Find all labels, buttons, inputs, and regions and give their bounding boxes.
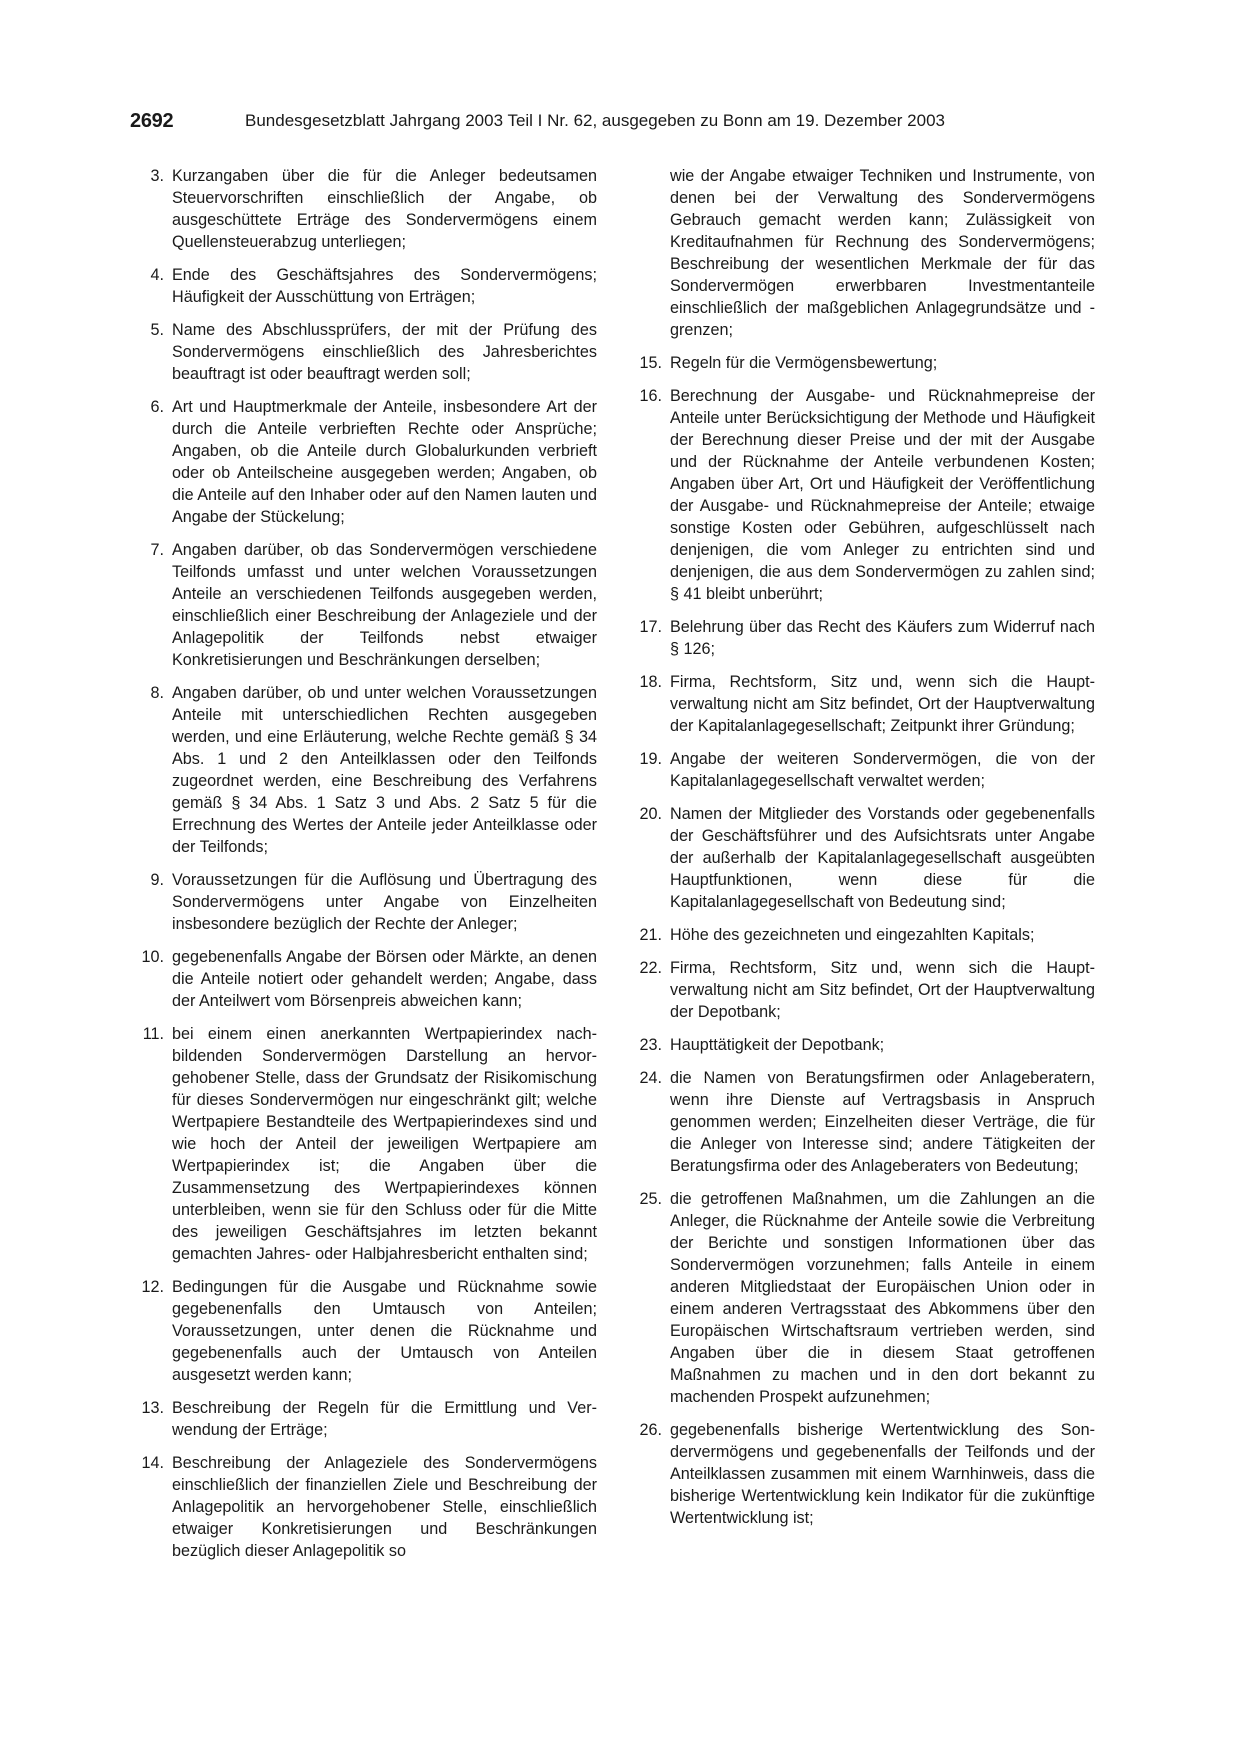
item-number: 25. — [639, 1190, 662, 1208]
item-number: 10. — [141, 948, 164, 966]
list-item — [630, 748, 1095, 792]
list-item — [630, 671, 1095, 737]
right-column — [630, 165, 1095, 1540]
item-text: gegebenenfalls bisherige Wertentwicklung des Sondervermögens und gegebenenfalls der Teilfonds und der Anteilklassen zusammen mit einem Warnhinweis, dass die bisherige Wertentwicklung kein Indikator für die zukünftige Wertentwicklung ist; — [670, 1421, 1095, 1527]
item-text: Angabe der weiteren Sondervermögen, die von der Kapitalanlagegesellschaft verwaltet werden; — [670, 750, 1095, 790]
item-number: 11. — [142, 1025, 164, 1043]
page-header — [130, 110, 1120, 140]
gazette-header-title: Bundesgesetzblatt Jahrgang 2003 Teil I Nr. 62, ausgegeben zu Bonn am 19. Dezember 2003 — [245, 111, 945, 130]
item-number: 26. — [639, 1421, 662, 1439]
item-text: Angaben darüber, ob und unter welchen Voraussetzungen Anteile mit unterschiedlichen Rechten ausgegeben werden, und eine Erläuterung, welche Rechte gemäß § 34 Abs. 1 und 2 den Anteilklassen oder den Teilfonds zugeordnet werden, eine Beschreibung des Verfahrens gemäß § 34 Abs. 1 Satz 3 und Abs. 2 Satz 5 für die Errechnung des Wertes der Anteile jeder Anteilklasse oder der Teilfonds; — [172, 684, 597, 856]
item-number: 12. — [141, 1278, 164, 1296]
item-text: Name des Abschlussprüfers, der mit der Prüfung des Sondervermögens einschließlich des Jahresberichtes beauftragt ist oder beauftragt werden soll; — [172, 321, 597, 383]
list-item — [630, 616, 1095, 660]
item-text: wie der Angabe etwaiger Techniken und Instrumente, von denen bei der Verwaltung des Sondervermögens Gebrauch gemacht werden kann; Zulässigkeit von Kreditaufnahmen für Rechnung des Sondervermögens; Beschreibung der wesentlichen Merkmale der für das Sondervermögen erwerbbaren Investmentanteile einschließlich der maßgeblichen Anlagegrundsätze und -grenzen; — [670, 167, 1095, 339]
list-item — [132, 682, 597, 858]
item-number: 7. — [150, 541, 164, 559]
list-item — [630, 1419, 1095, 1529]
list-item — [630, 352, 1095, 374]
item-text: Haupttätigkeit der Depotbank; — [670, 1036, 885, 1054]
item-number: 21. — [639, 926, 662, 944]
item-number: 24. — [639, 1069, 662, 1087]
list-item — [132, 1023, 597, 1265]
list-item — [132, 165, 597, 253]
item-text: Firma, Rechtsform, Sitz und, wenn sich die Hauptverwaltung nicht am Sitz befindet, Ort der Hauptverwaltung der Depotbank; — [670, 959, 1095, 1021]
item-number: 17. — [639, 618, 662, 636]
item-number: 15. — [639, 354, 662, 372]
item-text: Ende des Geschäftsjahres des Sondervermögens; Häufigkeit der Ausschüttung von Erträgen; — [172, 266, 597, 306]
item-text: die Namen von Beratungsfirmen oder Anlageberatern, wenn ihre Dienste auf Vertragsbasis in Anspruch genommen werden; Einzelheiten dieser Verträge, die für die Anleger von Interesse sind; andere Tätigkeiten der Beratungsfirma oder des Anlageberaters von Bedeutung; — [670, 1069, 1095, 1175]
item-text: Beschreibung der Anlageziele des Sondervermögens einschließlich der finanziellen Ziele und Beschreibung der Anlagepolitik an hervorgehobener Stelle, einschließlich etwaiger Konkretisierungen und Beschränkungen bezüglich dieser Anlagepolitik so — [172, 1454, 597, 1560]
list-item — [132, 264, 597, 308]
list-item-continuation — [630, 165, 1095, 341]
item-number: 18. — [639, 673, 662, 691]
list-item — [630, 803, 1095, 913]
item-text: Art und Hauptmerkmale der Anteile, insbesondere Art der durch die Anteile verbrieften Rechte oder Ansprüche; Angaben, ob die Anteile durch Globalurkunden verbrieft oder ob Anteilscheine ausgegeben werden; Angaben, ob die Anteile auf den Inhaber oder auf den Namen lauten und Angabe der Stückelung; — [172, 398, 597, 526]
item-text: die getroffenen Maßnahmen, um die Zahlungen an die Anleger, die Rücknahme der Anteile sowie die Verbreitung der Berichte und sonstigen Informationen über das Sondervermögen vorzunehmen; falls Anteile in einem anderen Mitgliedstaat der Europäischen Union oder in einem anderen Vertragsstaat des Abkommens über den Europäischen Wirtschaftsraum vertrieben werden, sind Angaben über die in diesem Staat getroffenen Maßnahmen zu machen und in den dort bekannt zu machenden Prospekt aufzunehmen; — [670, 1190, 1095, 1406]
item-number: 20. — [639, 805, 662, 823]
item-number: 8. — [150, 684, 164, 702]
list-item — [132, 869, 597, 935]
item-text: gegebenenfalls Angabe der Börsen oder Märkte, an denen die Anteile notiert oder gehandelt werden; Angabe, dass der Anteilwert vom Börsenpreis abweichen kann; — [172, 948, 597, 1010]
item-text: Angaben darüber, ob das Sondervermögen verschiedene Teilfonds umfasst und unter welchen Voraussetzungen Anteile an verschiedenen Teilfonds ausgegeben werden, einschließlich einer Beschreibung der Anlageziele und der Anlagepolitik der Teilfonds nebst etwaiger Konkretisierungen und Beschränkungen derselben; — [172, 541, 597, 669]
item-text: Namen der Mitglieder des Vorstands oder gegebenenfalls der Geschäftsführer und des Aufsichtsrats unter Angabe der außerhalb der Kapitalanlagegesellschaft ausgeübten Hauptfunktionen, wenn diese für die Kapitalanlagegesellschaft von Bedeutung sind; — [670, 805, 1095, 911]
list-item — [630, 1067, 1095, 1177]
item-text: Firma, Rechtsform, Sitz und, wenn sich die Hauptverwaltung nicht am Sitz befindet, Ort der Hauptverwaltung der Kapitalanlagegesellschaft; Zeitpunkt ihrer Gründung; — [670, 673, 1095, 735]
list-item — [132, 946, 597, 1012]
item-text: Belehrung über das Recht des Käufers zum Widerruf nach § 126; — [670, 618, 1095, 658]
item-text: Regeln für die Vermögensbewertung; — [670, 354, 938, 372]
item-text: Kurzangaben über die für die Anleger bedeutsamen Steuervorschriften einschließlich der Angabe, ob ausgeschüttete Erträge des Sondervermögens einem Quellensteuerabzug unterliegen; — [172, 167, 597, 251]
list-item — [630, 924, 1095, 946]
list-item — [132, 1452, 597, 1562]
list-item — [132, 319, 597, 385]
item-number: 9. — [150, 871, 164, 889]
list-item — [630, 385, 1095, 605]
item-text: Berechnung der Ausgabe- und Rücknahmepreise der Anteile unter Berücksichtigung der Methode und Häufigkeit der Berechnung dieser Preise und der mit der Ausgabe und der Rücknahme der Anteile verbundenen Kosten; Angaben über Art, Ort und Häufigkeit der Veröffentlichung der Ausgabe- und Rücknahmepreise der Anteile; etwaige sonstige Kosten oder Gebühren, aufgeschlüsselt nach denjenigen, die vom Anleger zu entrichten sind und denjenigen, die aus dem Sondervermögen zu zahlen sind; § 41 bleibt unberührt; — [670, 387, 1095, 603]
item-text: bei einem einen anerkannten Wertpapierindex nachbildenden Sondervermögen Darstellung an hervorgehobener Stelle, dass der Grundsatz der Risikomischung für dieses Sondervermögen nur eingeschränkt gilt; welche Wertpapiere Bestandteile des Wertpapierindexes sind und wie hoch der Anteil der jeweiligen Wertpapiere am Wertpapierindex ist; die Angaben über die Zusammensetzung des Wertpapierindexes können unterbleiben, wenn sie für den Schluss oder für die Mitte des jeweiligen Geschäftsjahres im letzten bekannt gemachten Jahres- oder Halbjahresbericht enthalten sind; — [172, 1025, 597, 1263]
item-number: 13. — [141, 1399, 164, 1417]
item-number: 6. — [150, 398, 164, 416]
list-item — [132, 396, 597, 528]
item-number: 23. — [639, 1036, 662, 1054]
item-number: 5. — [150, 321, 164, 339]
item-number: 4. — [150, 266, 164, 284]
item-text: Höhe des gezeichneten und eingezahlten Kapitals; — [670, 926, 1035, 944]
list-item — [630, 1188, 1095, 1408]
item-text: Voraussetzungen für die Auflösung und Übertragung des Sondervermögens unter Angabe von Einzelheiten insbesondere bezüglich der Rechte der Anleger; — [172, 871, 597, 933]
item-number: 14. — [141, 1454, 164, 1472]
item-text: Beschreibung der Regeln für die Ermittlung und Verwendung der Erträge; — [172, 1399, 597, 1439]
list-item — [630, 957, 1095, 1023]
page-number: 2692 — [130, 110, 174, 132]
list-item — [132, 1276, 597, 1386]
list-item — [132, 539, 597, 671]
item-number: 22. — [639, 959, 662, 977]
left-column — [132, 165, 597, 1573]
item-text: Bedingungen für die Ausgabe und Rücknahme sowie gegebenenfalls den Umtausch von Anteilen; Voraussetzungen, unter denen die Rücknahme und gegebenenfalls auch der Umtausch von Anteilen ausgesetzt werden kann; — [172, 1278, 597, 1384]
item-number: 3. — [150, 167, 164, 185]
list-item — [132, 1397, 597, 1441]
list-item — [630, 1034, 1095, 1056]
item-number: 16. — [639, 387, 662, 405]
item-number: 19. — [639, 750, 662, 768]
